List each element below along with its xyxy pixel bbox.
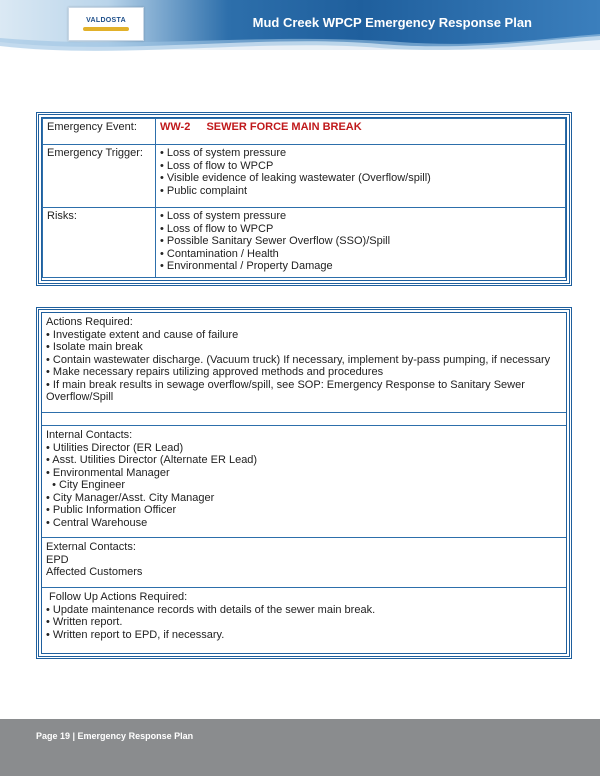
trigger-list <box>156 145 566 208</box>
internal-contact-item: • Environmental Manager <box>46 466 170 479</box>
internal-contact-item: • City Manager/Asst. City Manager <box>46 491 215 504</box>
risk-item: • Loss of system pressure <box>160 210 287 222</box>
risks-list <box>156 208 566 278</box>
actions-panel-inner <box>41 312 567 654</box>
event-panel <box>36 112 572 286</box>
action-item: Overflow/Spill <box>46 391 114 403</box>
risk-item: • Possible Sanitary Sewer Overflow (SSO)/Spill <box>160 235 391 247</box>
page-footer <box>0 719 600 776</box>
event-name: SEWER FORCE MAIN BREAK <box>206 121 362 133</box>
logo-text: VALDOSTA <box>86 17 126 24</box>
risk-item: • Loss of flow to WPCP <box>160 222 274 235</box>
actions-heading: Actions Required: <box>46 316 133 328</box>
external-contacts-heading: External Contacts: <box>46 541 136 553</box>
internal-contact-item: • Utilities Director (ER Lead) <box>46 441 184 454</box>
follow-up-heading: Follow Up Actions Required: <box>46 591 188 603</box>
trigger-item: • Loss of system pressure <box>160 147 287 159</box>
trigger-label: Emergency Trigger: <box>43 145 156 208</box>
event-label: Emergency Event: <box>43 119 156 145</box>
event-panel-inner <box>41 117 567 281</box>
internal-contacts-heading: Internal Contacts: <box>46 429 133 441</box>
action-item: • Make necessary repairs utilizing approved methods and procedures <box>46 366 384 378</box>
trigger-item: • Loss of flow to WPCP <box>160 159 274 172</box>
follow-up-section <box>42 588 566 653</box>
logo-swoosh <box>83 27 129 31</box>
external-contact-item: EPD <box>46 553 69 566</box>
external-contact-item: Affected Customers <box>46 566 143 578</box>
internal-contact-item: • City Engineer <box>46 479 126 491</box>
follow-up-item: • Update maintenance records with details of the sewer main break. <box>46 603 376 616</box>
risks-label: Risks: <box>43 208 156 278</box>
action-item: • If main break results in sewage overflow/spill, see SOP: Emergency Response to Sanitary Sewer <box>46 378 525 391</box>
event-row <box>43 119 566 145</box>
trigger-row <box>43 145 566 208</box>
actions-section <box>42 313 566 413</box>
internal-contact-item: • Public Information Officer <box>46 504 177 516</box>
trigger-item: • Visible evidence of leaking wastewater (Overflow/spill) <box>160 172 431 184</box>
action-item: • Investigate extent and cause of failure <box>46 328 239 341</box>
trigger-item: • Public complaint <box>160 184 248 197</box>
action-item: • Isolate main break <box>46 341 143 353</box>
event-code: WW-2 <box>160 121 191 133</box>
internal-contact-item: • Asst. Utilities Director (Alternate ER Lead) <box>46 454 258 466</box>
page-header <box>0 0 600 50</box>
action-item: • Contain wastewater discharge. (Vacuum truck) If necessary, implement by-pass pumping, if necessary <box>46 353 551 366</box>
internal-contact-item: • Central Warehouse <box>46 516 148 529</box>
risk-item: • Environmental / Property Damage <box>160 260 333 272</box>
footer-page-label: Page 19 | Emergency Response Plan <box>36 731 194 741</box>
external-contacts-section <box>42 538 566 588</box>
valdosta-logo <box>68 7 144 41</box>
event-value <box>156 119 566 145</box>
actions-panel <box>36 307 572 659</box>
event-table <box>42 118 566 278</box>
follow-up-item: • Written report. <box>46 616 123 628</box>
risk-item: • Contamination / Health <box>160 247 279 260</box>
follow-up-item: • Written report to EPD, if necessary. <box>46 628 225 641</box>
internal-contacts-section <box>42 426 566 538</box>
spacer-row <box>42 413 566 426</box>
risks-row <box>43 208 566 278</box>
document-title: Mud Creek WPCP Emergency Response Plan <box>252 15 532 30</box>
